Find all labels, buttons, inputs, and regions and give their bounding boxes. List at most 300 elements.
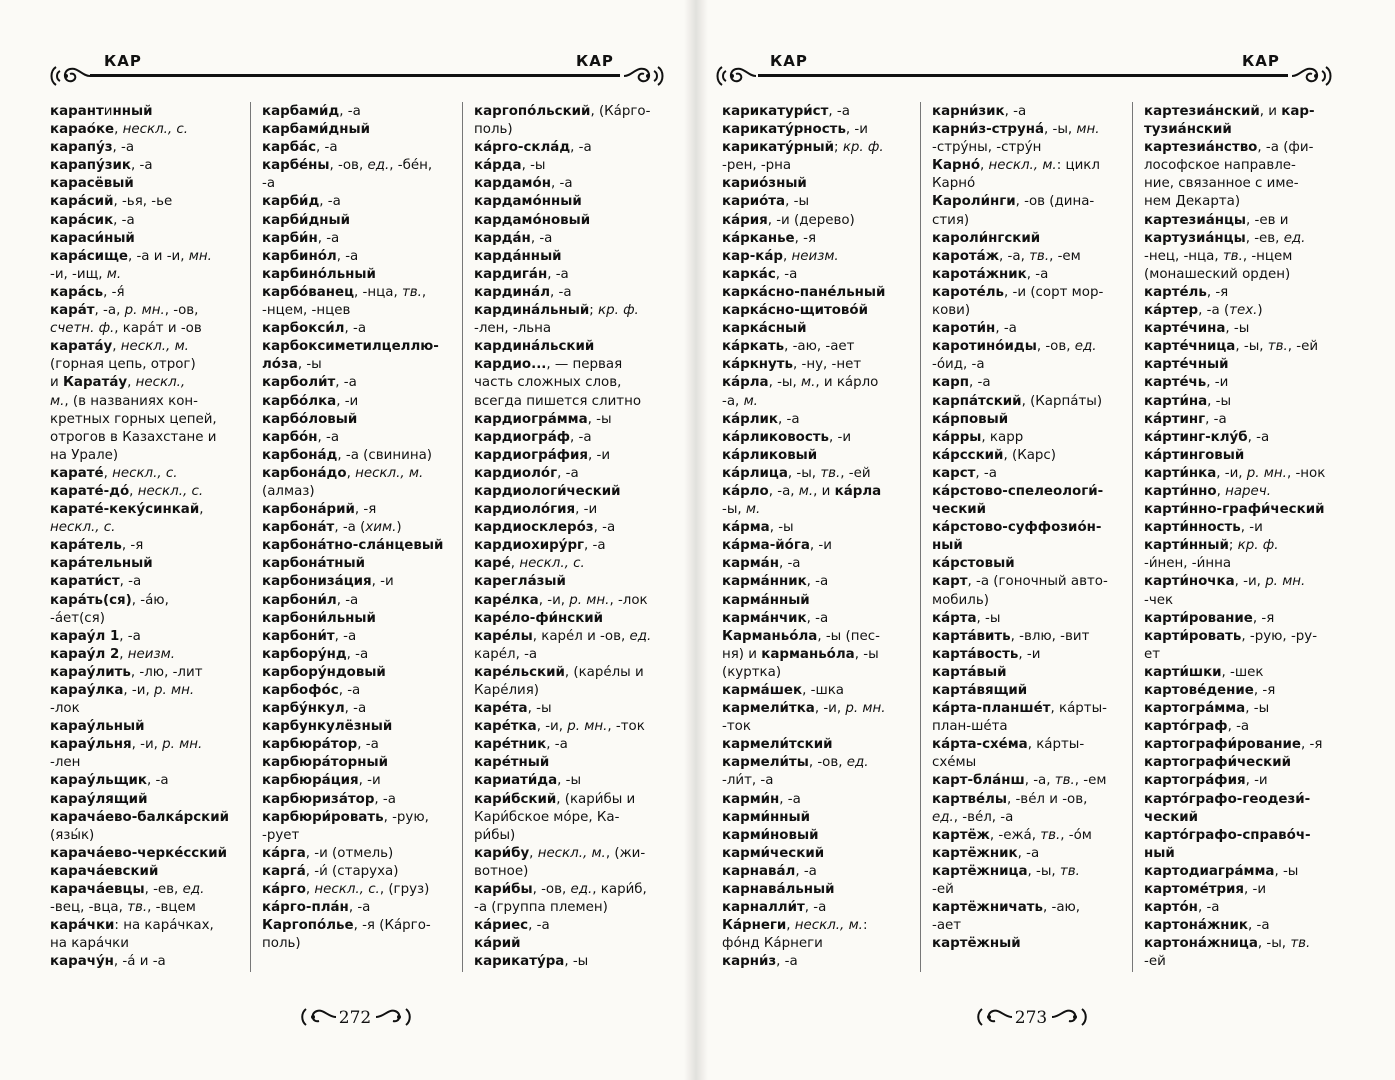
entry-text: ; [589,303,598,319]
dictionary-entry-line [932,610,1128,628]
entry-text: ние, связанное с име- [1144,176,1299,192]
grammar-label: р. мн. [845,701,886,717]
entry-text: , -ов, [164,303,199,319]
entry-text: каре́л, -а [474,646,538,662]
headword: карау́лящий [50,791,148,807]
dictionary-entry-line [50,772,246,790]
headword: карте́чь [1144,375,1207,391]
headword: ка́риес [474,918,529,934]
entry-text: , -шка [802,683,844,698]
entry-text: , -ы, [768,375,801,391]
grammar-label: тв. [1267,339,1288,355]
headword: картона́жница [1144,936,1258,952]
headword: ка́рповый [932,411,1009,427]
entry-text: , -ы [785,194,810,210]
headword: картогра́мма [1144,701,1246,717]
headword: карбона́рий [262,502,355,518]
entry-text: , -а [995,321,1017,337]
grammar-label: ед. [932,809,954,825]
dictionary-entry-line [262,175,456,193]
dictionary-entry-line [262,411,456,429]
dictionary-entry-line [474,646,674,664]
headword: карпа́тский [932,393,1022,409]
dictionary-entry-line [932,193,1128,211]
dictionary-entry-line [474,193,674,211]
entry-text: , -а [776,954,798,970]
entry-text: , [529,845,538,861]
dictionary-entry-line [722,266,918,284]
headword: карта́вить [932,628,1011,644]
entry-text: , -а [528,918,550,934]
page-number: 273 [1014,1008,1048,1028]
entry-text: , -ну, -нет [793,357,862,373]
dictionary-entry-line [474,935,674,953]
dictionary-entry-line [1144,266,1350,284]
dictionary-entry-line [722,465,918,483]
right-page [700,0,1395,1080]
dictionary-entry-line [722,863,918,881]
headword: карегла́зый [474,574,566,590]
entry-text: , -а [530,230,553,246]
entry-text: , -а [806,610,829,626]
headword: карача́ево-балка́рский [50,809,229,825]
grammar-label: хим. [365,520,397,536]
grammar-label: м. [745,502,761,518]
grammar-label: неизм. [127,646,175,662]
grammar-label: тв. [1040,827,1061,843]
grammar-label: нескл., м. [537,845,606,861]
dictionary-entry-line [932,772,1128,790]
headword: кардамо́новый [474,212,591,228]
entry-text: , -а [775,266,798,282]
dictionary-entry-line [722,899,918,917]
grammar-label: р. мн. [569,592,610,608]
dictionary-entry-line [932,736,1128,754]
dictionary-entry-line [50,374,246,392]
grammar-label: м. [798,483,814,499]
dictionary-entry-line [1144,754,1350,772]
dictionary-entry-line [932,718,1128,736]
entry-text: , -ы, [1043,122,1077,138]
headword: карбу́нкул [262,701,345,717]
headword: карте́ль [1144,284,1207,300]
grammar-label: ед. [846,755,869,771]
entry-text: , -я [1253,683,1276,698]
headword: карбюра́торный [262,755,388,771]
dictionary-entry-line [474,555,674,573]
headword: карта́вящий [932,683,1028,698]
headword: карто́н [1144,900,1198,916]
headword: карбона́тный [262,556,366,572]
entry-text: , и [1259,104,1282,119]
dictionary-entry-line [262,302,456,320]
headword: карате́-кеку́синкай [50,502,200,518]
entry-text: , -ов, [808,755,847,771]
header-guide-word-left: КАР [770,52,808,70]
dictionary-entry-line [932,537,1128,555]
headword: карма́нчик [722,610,807,626]
scroll-flourish-icon [714,63,758,89]
dictionary-entry-line [1144,664,1350,682]
dictionary-entry-line [262,537,456,555]
dictionary-entry-line [1144,230,1350,248]
headword: ка́рсский [932,447,1004,463]
headword: карманьо́ла [761,646,855,662]
headword: карни́з-струна́ [932,122,1044,138]
grammar-label: нескл., с. [137,483,204,499]
dictionary-entry-line [722,302,918,320]
headword: карбункулёзный [262,719,393,735]
entry-text: , [510,556,520,572]
entry-text: , -а [584,538,606,554]
headword: картве́лы [932,791,1007,807]
entry-text: , -а [113,212,135,228]
headword: карда́нный [474,248,562,264]
entry-text: , (Ка́рго- [590,104,651,119]
headword: караси́ный [50,230,135,246]
headword: кариати́да [474,773,558,789]
grammar-label: ед. [182,882,205,898]
headword: картёж [932,827,990,843]
entry-text: , -а ( [334,520,366,536]
headword: карате́-до́ [50,483,130,499]
entry-text: мобиль) [932,592,989,608]
dictionary-entry-line [50,121,246,139]
dictionary-entry-line [1144,881,1350,899]
entry-text: : цикл [1056,158,1100,174]
dictionary-entry-line [1144,953,1350,971]
dictionary-entry-line [50,628,246,646]
entry-text: , -ов, [329,158,368,174]
grammar-label: м. [50,393,65,409]
headword: кардиогра́ф [474,429,571,445]
dictionary-entry-line [932,103,1128,121]
headword: карбона́тно-сла́нцевый [262,538,444,554]
headword: ка́рло [722,483,769,499]
entry-text: , -и [1240,520,1263,536]
headword: Кароли́нги [932,194,1016,210]
page-footer [976,1002,1086,1032]
page-footer [300,1002,410,1032]
entry-text: , -и [1244,882,1267,898]
headword: карти́ночка [1144,574,1235,590]
dictionary-entry-line [1144,501,1350,519]
dictionary-entry-line [262,465,456,483]
headword: карбору́ндовый [262,664,386,680]
dictionary-entry-line [722,320,918,338]
dictionary-entry-line [1144,610,1350,628]
headword: карбони́л [262,592,337,608]
dictionary-entry-line [722,374,918,392]
dictionary-entry-line [262,157,456,175]
headword: каре́ [474,556,511,572]
entry-text: -стру́ны, -стру́н [932,140,1042,156]
dictionary-column-3 [1144,103,1350,972]
headword: кармели́ты [722,755,809,771]
dictionary-entry-line [50,863,246,881]
headword: карнава́льный [722,882,835,898]
headword: карбино́льный [262,266,376,282]
entry-text: , -и [336,393,359,409]
dictionary-entry-line [722,736,918,754]
headword: карбокси́л [262,321,345,337]
dictionary-entry-line [50,537,246,555]
headword: каре́тник [474,737,547,753]
entry-text: , -ы, [1235,339,1268,355]
headword: карма́нный [722,592,810,608]
entry-text: , -а [374,791,396,807]
headword: карача́евцы [50,882,145,898]
entry-text: , -ья, -ье [113,194,173,210]
entry-text: -ей [1144,954,1166,970]
headword: ке [95,122,115,138]
dictionary-entry-line [474,320,674,338]
entry-text: , -я [1300,737,1323,753]
entry-text: и [50,375,63,391]
headword: кармели́тка [722,701,815,717]
entry-text: , -и (сорт мор- [1004,284,1104,300]
dictionary-entry-line [50,935,246,953]
entry-text: , -и [588,447,611,463]
headword: ка́рма-йо́га [722,538,810,554]
column-divider [462,102,463,972]
entry-text: , кари́б, [592,882,647,898]
dictionary-entry-line [50,682,246,700]
entry-text: отрогов в Казахстане и [50,429,217,445]
headword: Ка́рнеги [722,918,787,934]
dictionary-entry-line [474,610,674,628]
dictionary-entry-line [932,483,1128,501]
headword: кардамо́нный [474,194,582,210]
grammar-label: тв. [1059,863,1080,879]
entry-text: , -а (гоночный авто- [967,574,1108,590]
dictionary-entry-line [262,809,456,827]
dictionary-entry-line [722,772,918,790]
headword: карба́с [262,140,317,156]
grammar-label: тв. [1290,936,1311,952]
headword: кара́чки [50,918,115,934]
headword: ка́рий [474,936,521,952]
headword: кара́сище [50,248,128,264]
fleuron-icon [1050,1004,1088,1030]
headword: ка́рканье [722,230,795,246]
entry-text: -рен, -рна [722,158,792,174]
headword: каре́ло-фи́нский [474,610,604,626]
dictionary-entry-line [1144,809,1350,827]
entry-text: , (кари́бы и [556,791,636,807]
dictionary-entry-line [1144,429,1350,447]
dictionary-entry-line [932,284,1128,302]
dictionary-entry-line [932,899,1128,917]
headword: карача́евский [50,863,159,879]
entry-text: , -а [593,520,616,536]
entry-text: -лен [50,755,81,771]
entry-text: , [129,483,138,499]
dictionary-entry-line [474,121,674,139]
entry-text: , [127,375,136,391]
headword: кармели́тский [722,737,833,753]
entry-text: , -и, [1216,465,1247,481]
headword: кари́бский [474,791,557,807]
dictionary-entry-line [474,429,674,447]
headword: ка́рта-планше́т [932,701,1051,717]
headword: картёжный [932,936,1021,952]
dictionary-entry-line [262,447,456,465]
headword: карто́графо-геодези́- [1144,791,1311,807]
entry-text: , -а [344,701,367,717]
entry-text: , -ве́л и -ов, [1006,791,1088,807]
dictionary-entry-line [50,338,246,356]
dictionary-entry-line [1144,718,1350,736]
dictionary-entry-line [262,519,456,537]
entry-text: , -лю, -лит [130,664,203,680]
headword: карми́новый [722,827,819,843]
entry-text: , кара́т и -ов [114,321,202,337]
headword: карта́вость [932,646,1019,662]
dictionary-entry-line [1144,193,1350,211]
grammar-label: кр. ф. [842,140,884,156]
dictionary-entry-line [1144,827,1350,845]
headword: карта́вый [932,664,1007,680]
dictionary-entry-line [50,320,246,338]
dictionary-entry-line [1144,121,1350,139]
headword: каротино́иды [932,339,1037,355]
entry-text: , -а [336,592,359,608]
entry-text: , -а [316,140,338,156]
headword: кардина́льный [474,303,590,319]
dictionary-entry-line [50,212,246,230]
dictionary-entry-line [932,139,1128,157]
dictionary-entry-line [262,573,456,591]
dictionary-entry-line [50,429,246,447]
dictionary-entry-line [474,754,674,772]
headword: карти́нно [1144,483,1217,499]
entry-text: , -а [547,266,569,282]
entry-text: , -ы [854,646,879,662]
entry-text: : на кара́чках, [114,918,214,934]
entry-text: (куртка) [722,664,782,680]
entry-text: ) [1257,303,1263,319]
grammar-label: нескл., м. [988,158,1057,174]
dictionary-entry-line [50,917,246,935]
entry-text: , [980,158,989,174]
headword: карикату́рный [722,140,835,156]
dictionary-entry-line [722,411,918,429]
entry-text: , -ток [607,719,645,735]
headword: карти́ровать [1144,628,1242,644]
dictionary-entry-line [932,700,1128,718]
headword: карбюра́тор [262,737,358,753]
dictionary-entry-line [50,465,246,483]
entry-text: лософское направле- [1144,158,1296,174]
dictionary-entry-line [474,157,674,175]
dictionary-entry-line [932,827,1128,845]
headword: карст [932,465,976,481]
dictionary-entry-line [50,664,246,682]
entry-text: ри́бы) [474,827,516,843]
entry-text: , -ы [527,701,552,717]
headword: карбофо́с [262,683,339,698]
entry-text: ня) и [722,646,762,662]
headword: кардиосклеро́з [474,520,594,536]
dictionary-entry-line [474,103,674,121]
headword: карбона́д [262,447,338,463]
headword: Карманьо́ла [722,628,818,644]
headword: ка́рия [722,212,768,228]
grammar-label: ед. [570,882,593,898]
dictionary-entry-line [50,175,246,193]
headword: карт-бла́нш [932,773,1025,789]
entry-text: , -а [119,628,141,644]
entry-text: , -ев, [144,882,183,898]
entry-text: , -и [371,574,394,590]
dictionary-entry-line [262,212,456,230]
grammar-label: тв. [401,284,422,300]
grammar-label: ед. [629,628,652,644]
dictionary-entry-line [50,193,246,211]
entry-text: -лок [50,701,80,717]
grammar-label: счетн. ф. [50,321,115,337]
headword: ка́рла [834,483,882,499]
entry-text: стия) [932,212,970,228]
headword: картезиа́нство [1144,140,1258,156]
dictionary-entry-line [722,157,918,175]
headword: карти́нно-графи́ческий [1144,502,1325,518]
entry-text: , -а [828,104,850,119]
headword: картона́жник [1144,918,1249,934]
entry-text: -а (группа племен) [474,900,608,916]
headword: каре́тный [474,755,550,771]
dictionary-entry-line [474,212,674,230]
grammar-label: нескл., м. [120,339,189,355]
grammar-label: ед. [1283,230,1306,246]
entry-text: , -а [334,628,357,644]
headword: карбами́д [262,104,340,119]
entry-text: , -я [1206,284,1229,300]
dictionary-entry-line [932,212,1128,230]
entry-text: , -а [130,158,153,174]
headword: ка́ртинг-клу́б [1144,429,1248,445]
entry-text: , [103,465,113,481]
dictionary-entry-line [50,592,246,610]
entry-text: (монашеский орден) [1144,266,1291,282]
dictionary-entry-line [474,356,674,374]
entry-text: , -шек [1221,664,1264,680]
dictionary-entry-line [50,573,246,591]
headword: карти́нность [1144,520,1241,536]
headword: карналли́т [722,900,805,916]
headword: картоме́трия [1144,882,1245,898]
dictionary-entry-line [722,338,918,356]
dictionary-entry-line [50,393,246,411]
dictionary-entry-line [1144,248,1350,266]
dictionary-entry-line [1144,356,1350,374]
entry-text: , -а [336,248,359,264]
entry-text: , -и [575,502,598,518]
dictionary-entry-line [474,899,674,917]
dictionary-entry-line [262,501,456,519]
headword: кардиологи́ческий [474,483,621,499]
headword: кари́бы [474,882,533,898]
dictionary-entry-line [722,447,918,465]
headword: ка́рлик [722,411,778,427]
headword: карка́сно-пане́льный [722,284,886,300]
dictionary-entry-line [722,610,918,628]
entry-text: -и, -ищ, [50,266,107,282]
dictionary-entry-line [932,320,1128,338]
grammar-label: нескл., с. [314,882,380,898]
headword: Карно́ [932,158,981,174]
